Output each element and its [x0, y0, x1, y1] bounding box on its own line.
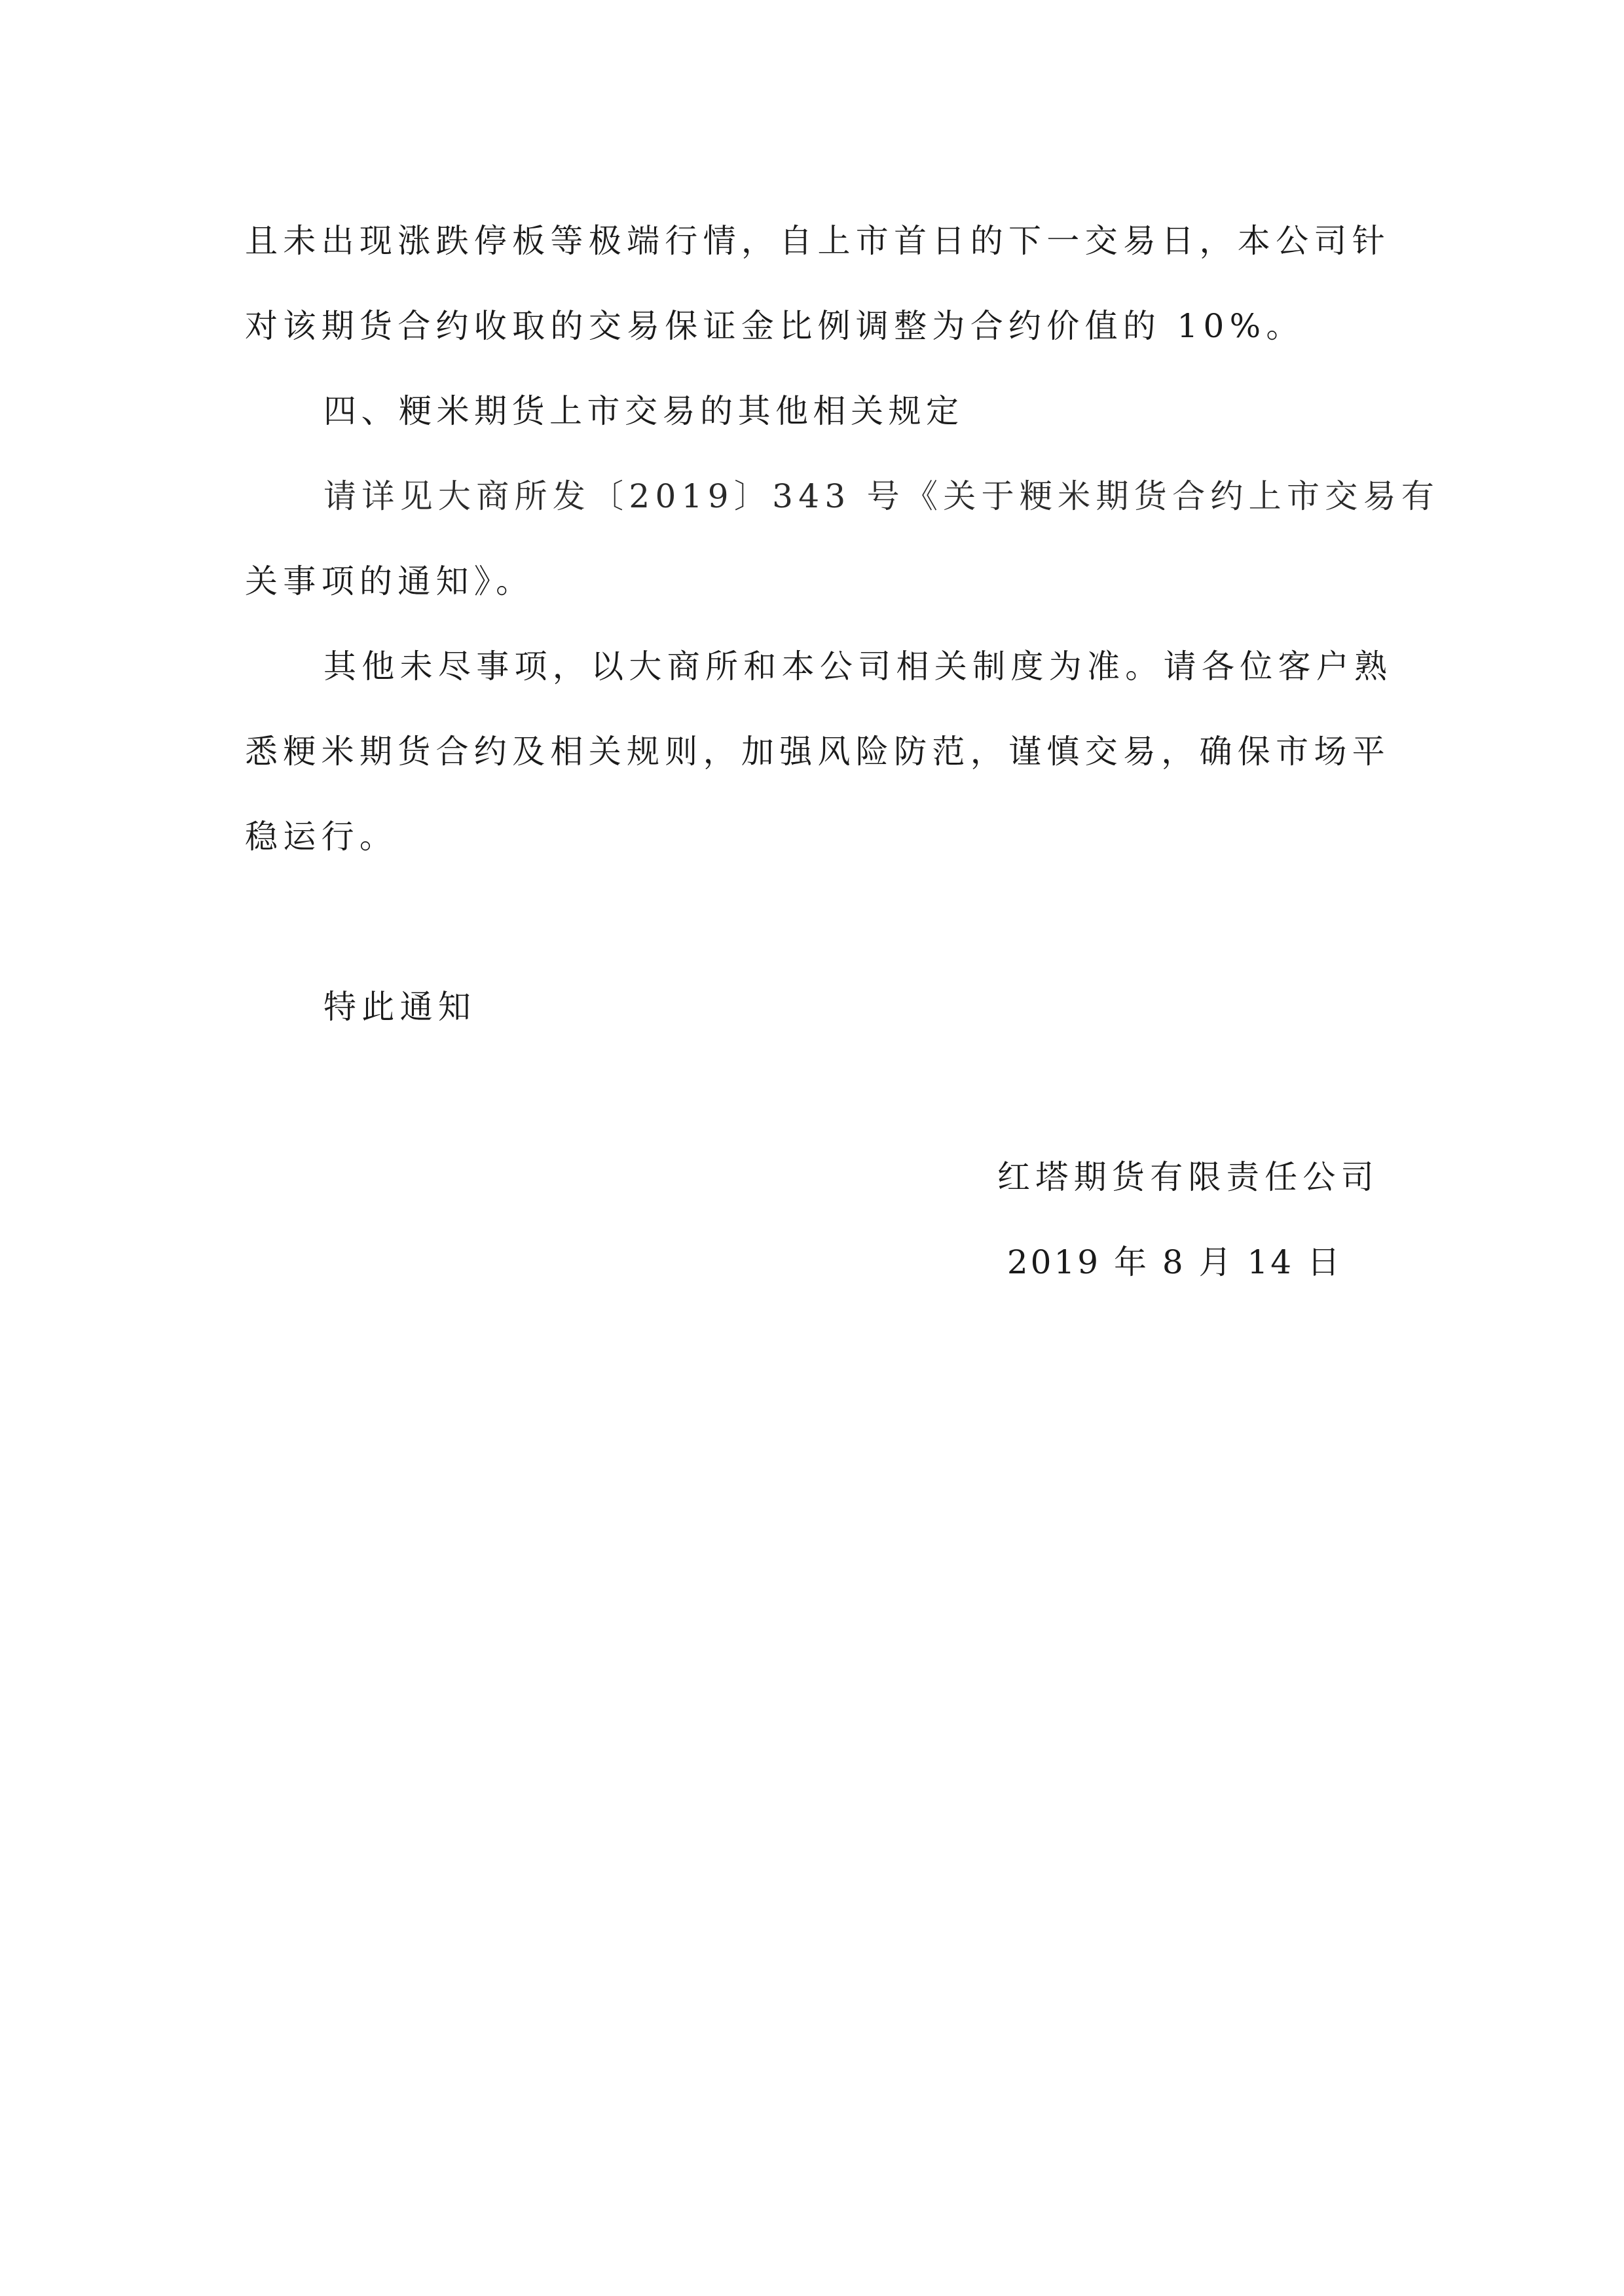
signature-date: 2019 年 8 月 14 日: [1006, 1243, 1342, 1281]
other-paragraph-line-2: 悉粳米期货合约及相关规则，加强风险防范，谨慎交易，确保市场平: [245, 733, 1390, 771]
section-4-heading: 四、粳米期货上市交易的其他相关规定: [323, 392, 964, 430]
reference-paragraph-line-2: 关事项的通知》。: [245, 562, 534, 600]
other-paragraph-line-1: 其他未尽事项，以大商所和本公司相关制度为准。请各位客户熟: [323, 647, 1393, 685]
other-paragraph-line-3: 稳运行。: [245, 818, 398, 856]
closing-text: 特此通知: [323, 988, 477, 1026]
reference-paragraph-line-1: 请详见大商所发〔2019〕343 号《关于粳米期货合约上市交易有: [323, 477, 1440, 515]
signature-company: 红塔期货有限责任公司: [997, 1158, 1379, 1196]
margin-paragraph-line-2: 对该期货合约收取的交易保证金比例调整为合约价值的 10%。: [245, 307, 1304, 345]
margin-paragraph-line-1: 且未出现涨跌停板等极端行情，自上市首日的下一交易日，本公司针: [245, 222, 1390, 260]
